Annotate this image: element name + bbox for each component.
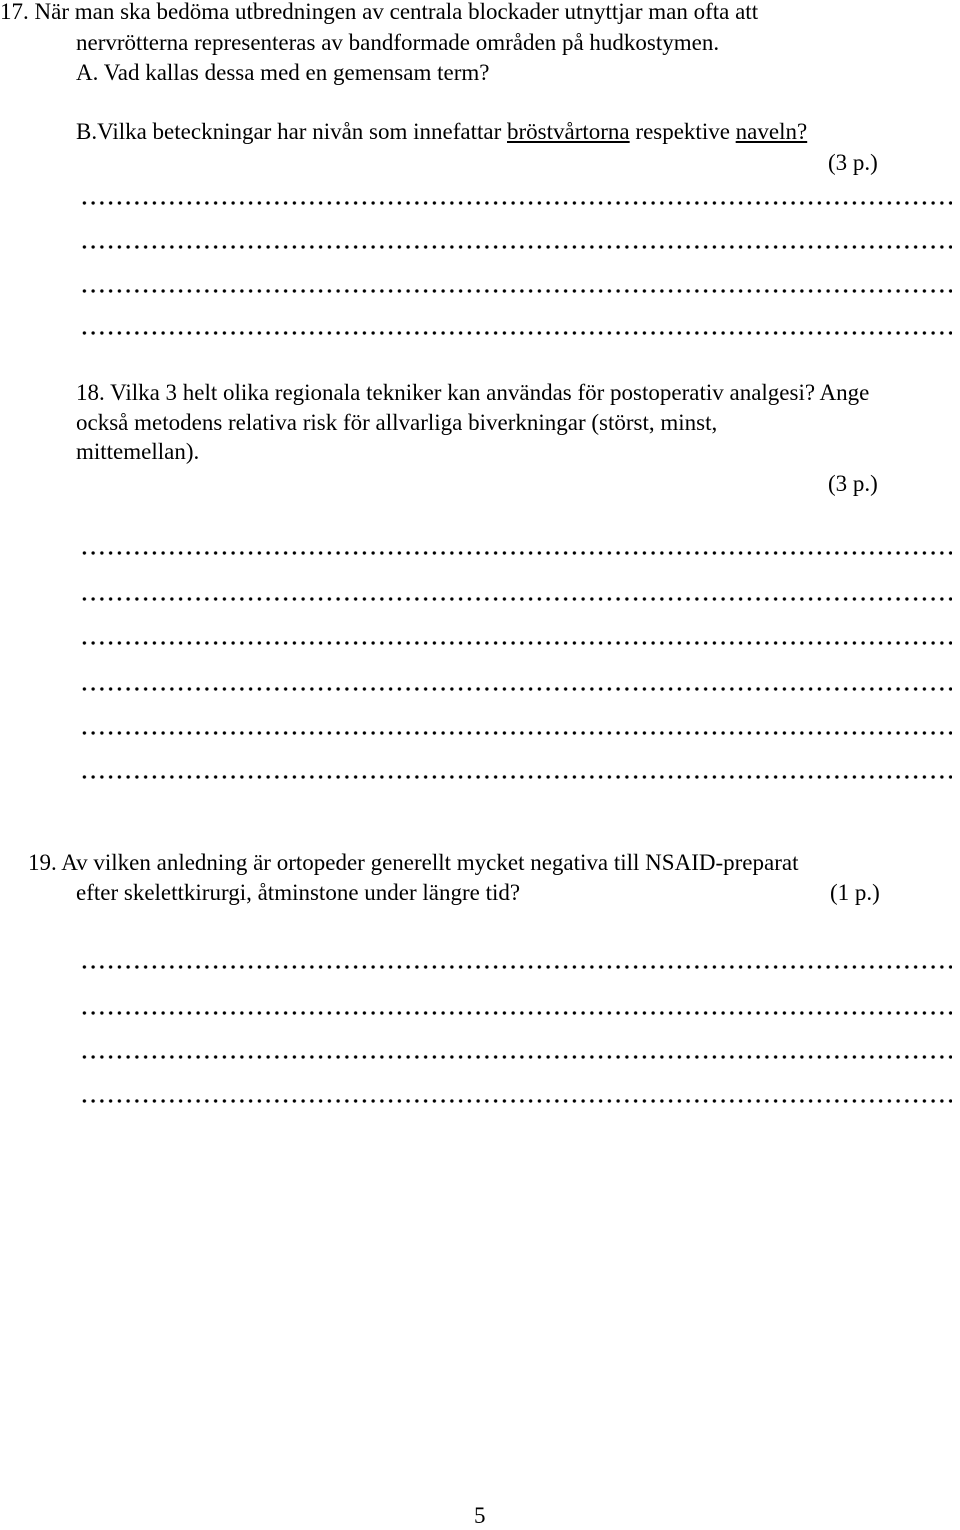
underlined-term-naveln: naveln? (735, 119, 808, 144)
answer-line[interactable] (80, 550, 952, 556)
question-17-points: (3 p.) (828, 150, 878, 175)
answer-line[interactable] (80, 964, 952, 970)
answer-line[interactable] (80, 686, 952, 692)
question-17-part-b-mid: respektive (629, 119, 736, 144)
answer-line[interactable] (80, 596, 952, 602)
underlined-term-brostvartorna: bröstvårtorna (507, 119, 630, 144)
question-17-part-a: A. Vad kallas dessa med en gemensam term? (76, 60, 490, 85)
page-number: 5 (474, 1503, 486, 1528)
answer-line[interactable] (80, 200, 952, 206)
question-17-part-b-prefix: B.Vilka beteckningar har nivån som innefattar (76, 119, 508, 144)
answer-line[interactable] (80, 244, 952, 250)
question-18-line-1: 18. Vilka 3 helt olika regionala tekniker kan användas för postoperativ analgesi? Ange (76, 380, 870, 405)
question-18-line-3: mittemellan). (76, 439, 200, 464)
answer-line[interactable] (80, 640, 952, 646)
answer-line[interactable] (80, 288, 952, 294)
answer-line[interactable] (80, 730, 952, 736)
question-19-line-1: 19. Av vilken anledning är ortopeder generellt mycket negativa till NSAID-preparat (28, 850, 799, 875)
answer-line[interactable] (80, 774, 952, 780)
question-19-line-2: efter skelettkirurgi, åtminstone under längre tid? (76, 880, 521, 905)
answer-line[interactable] (80, 1010, 952, 1016)
answer-line[interactable] (80, 1098, 952, 1104)
question-18-points: (3 p.) (828, 471, 878, 496)
question-17-line-2: nervrötterna representeras av bandformade områden på hudkostymen. (76, 30, 720, 55)
question-18-line-2: också metodens relativa risk för allvarliga biverkningar (störst, minst, (76, 410, 718, 435)
answer-line[interactable] (80, 1054, 952, 1060)
question-17-line-1: 17. När man ska bedöma utbredningen av centrala blockader utnyttjar man ofta att (0, 0, 759, 24)
question-19-points: (1 p.) (830, 880, 880, 905)
question-17-part-b (76, 118, 807, 146)
answer-line[interactable] (80, 330, 952, 336)
